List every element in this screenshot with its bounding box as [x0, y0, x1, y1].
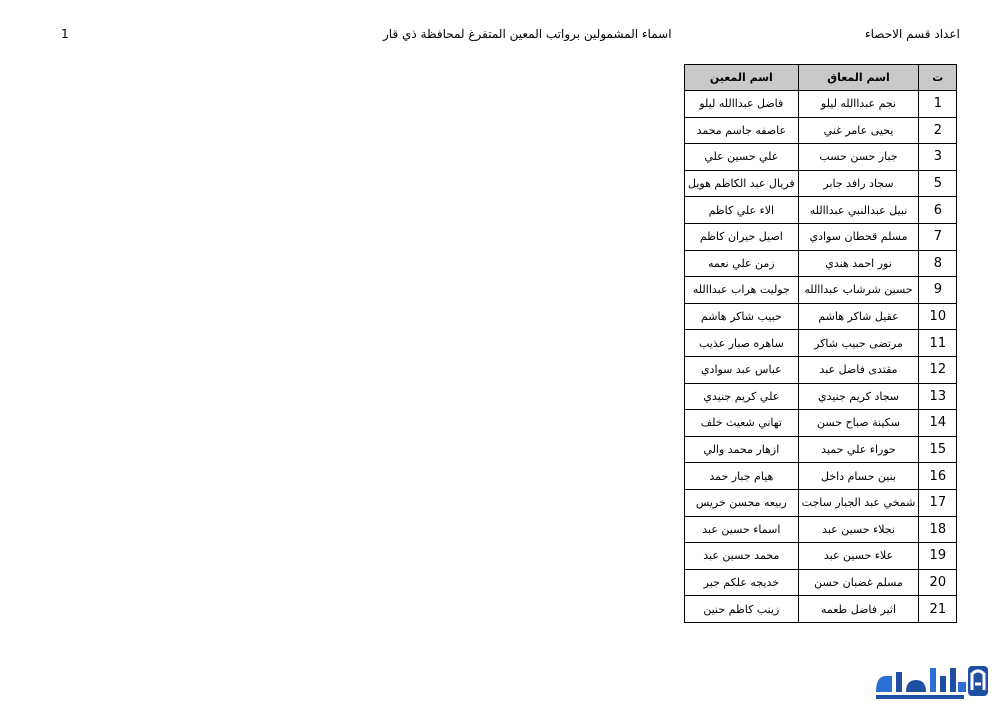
row-number: 3 — [919, 144, 957, 171]
supporter-name: ساهره صبار عذيب — [685, 330, 799, 357]
row-number: 21 — [919, 596, 957, 623]
row-number: 6 — [919, 197, 957, 224]
beneficiary-table — [684, 64, 957, 623]
disabled-person-name: عقيل شاكر هاشم — [798, 303, 919, 330]
supporter-name: الاء علي كاظم — [685, 197, 799, 224]
supporter-name: عاصفه جاسم محمد — [685, 117, 799, 144]
disabled-person-name: سجاد كريم جنيدي — [798, 383, 919, 410]
disabled-person-name: نور احمد هندي — [798, 250, 919, 277]
supporter-name: اسماء حسين عبد — [685, 516, 799, 543]
supporter-name: فريال عبد الكاظم هويل — [685, 170, 799, 197]
column-header-disabled-name: اسم المعاق — [798, 65, 919, 91]
supporter-name: زمن علي نعمه — [685, 250, 799, 277]
supporter-name: علي حسين علي — [685, 144, 799, 171]
disabled-person-name: بنين حسام داخل — [798, 463, 919, 490]
table-row — [685, 596, 957, 623]
table-row — [685, 463, 957, 490]
table-row — [685, 356, 957, 383]
disabled-person-name: شمخي عبد الجبار ساجت — [798, 489, 919, 516]
supporter-name: حبيب شاكر هاشم — [685, 303, 799, 330]
disabled-person-name: نبيل عبدالنبي عبداالله — [798, 197, 919, 224]
disabled-person-name: يحيى عامر غني — [798, 117, 919, 144]
department-label: اعداد قسم الاحصاء — [865, 27, 960, 41]
row-number: 10 — [919, 303, 957, 330]
table-row — [685, 223, 957, 250]
table-row — [685, 516, 957, 543]
row-number: 7 — [919, 223, 957, 250]
supporter-name: عباس عبد سوادي — [685, 356, 799, 383]
logo-mark — [968, 666, 988, 696]
disabled-person-name: حوراء علي حميد — [798, 436, 919, 463]
table-row — [685, 144, 957, 171]
page-number: 1 — [61, 27, 69, 41]
supporter-name: ازهار محمد والي — [685, 436, 799, 463]
row-number: 8 — [919, 250, 957, 277]
table-header-row — [685, 65, 957, 91]
row-number: 17 — [919, 489, 957, 516]
supporter-name: علي كريم جنيدي — [685, 383, 799, 410]
disabled-person-name: سكينة صباح حسن — [798, 410, 919, 437]
table-row — [685, 436, 957, 463]
disabled-person-name: مسلم قحطان سوادي — [798, 223, 919, 250]
disabled-person-name: جبار حسن حسب — [798, 144, 919, 171]
table-row — [685, 569, 957, 596]
disabled-person-name: مسلم غضبان حسن — [798, 569, 919, 596]
row-number: 16 — [919, 463, 957, 490]
table-row — [685, 410, 957, 437]
supporter-name: فاضل عبداالله ليلو — [685, 91, 799, 118]
table-row — [685, 250, 957, 277]
row-number: 1 — [919, 91, 957, 118]
row-number: 15 — [919, 436, 957, 463]
table-row — [685, 383, 957, 410]
disabled-person-name: سجاد رافد جابر — [798, 170, 919, 197]
supporter-name: زينب كاظم حنين — [685, 596, 799, 623]
disabled-person-name: نجم عبداالله ليلو — [798, 91, 919, 118]
row-number: 20 — [919, 569, 957, 596]
supporter-name: محمد حسين عبد — [685, 543, 799, 570]
row-number: 14 — [919, 410, 957, 437]
row-number: 11 — [919, 330, 957, 357]
supporter-name: جوليت هراب عبداالله — [685, 277, 799, 304]
column-header-supporter-name: اسم المعين — [685, 65, 799, 91]
supporter-name: ربيعه محسن خريس — [685, 489, 799, 516]
disabled-person-name: مرتضى حبيب شاكر — [798, 330, 919, 357]
table-row — [685, 489, 957, 516]
logo-wordmark — [876, 668, 966, 699]
row-number: 12 — [919, 356, 957, 383]
nasiriyah-logo — [872, 662, 992, 704]
row-number: 19 — [919, 543, 957, 570]
row-number: 18 — [919, 516, 957, 543]
disabled-person-name: مقتدى فاضل عبد — [798, 356, 919, 383]
supporter-name: خديجه علكم جبر — [685, 569, 799, 596]
disabled-person-name: علاء حسين عبد — [798, 543, 919, 570]
table-row — [685, 303, 957, 330]
supporter-name: تهاني شعيث خلف — [685, 410, 799, 437]
column-header-number: ت — [919, 65, 957, 91]
document-title: اسماء المشمولين برواتب المعين المتفرغ لمحافظة ذي قار — [383, 27, 672, 41]
table-row — [685, 197, 957, 224]
table-row — [685, 117, 957, 144]
table-row — [685, 91, 957, 118]
supporter-name: هيام جبار حمد — [685, 463, 799, 490]
row-number: 13 — [919, 383, 957, 410]
table-row — [685, 543, 957, 570]
supporter-name: اصيل حيران كاظم — [685, 223, 799, 250]
table-row — [685, 330, 957, 357]
table-row — [685, 277, 957, 304]
row-number: 2 — [919, 117, 957, 144]
disabled-person-name: حسين شرشاب عبداالله — [798, 277, 919, 304]
disabled-person-name: اثير فاضل طعمه — [798, 596, 919, 623]
table-row — [685, 170, 957, 197]
row-number: 9 — [919, 277, 957, 304]
disabled-person-name: نجلاء حسين عبد — [798, 516, 919, 543]
row-number: 5 — [919, 170, 957, 197]
